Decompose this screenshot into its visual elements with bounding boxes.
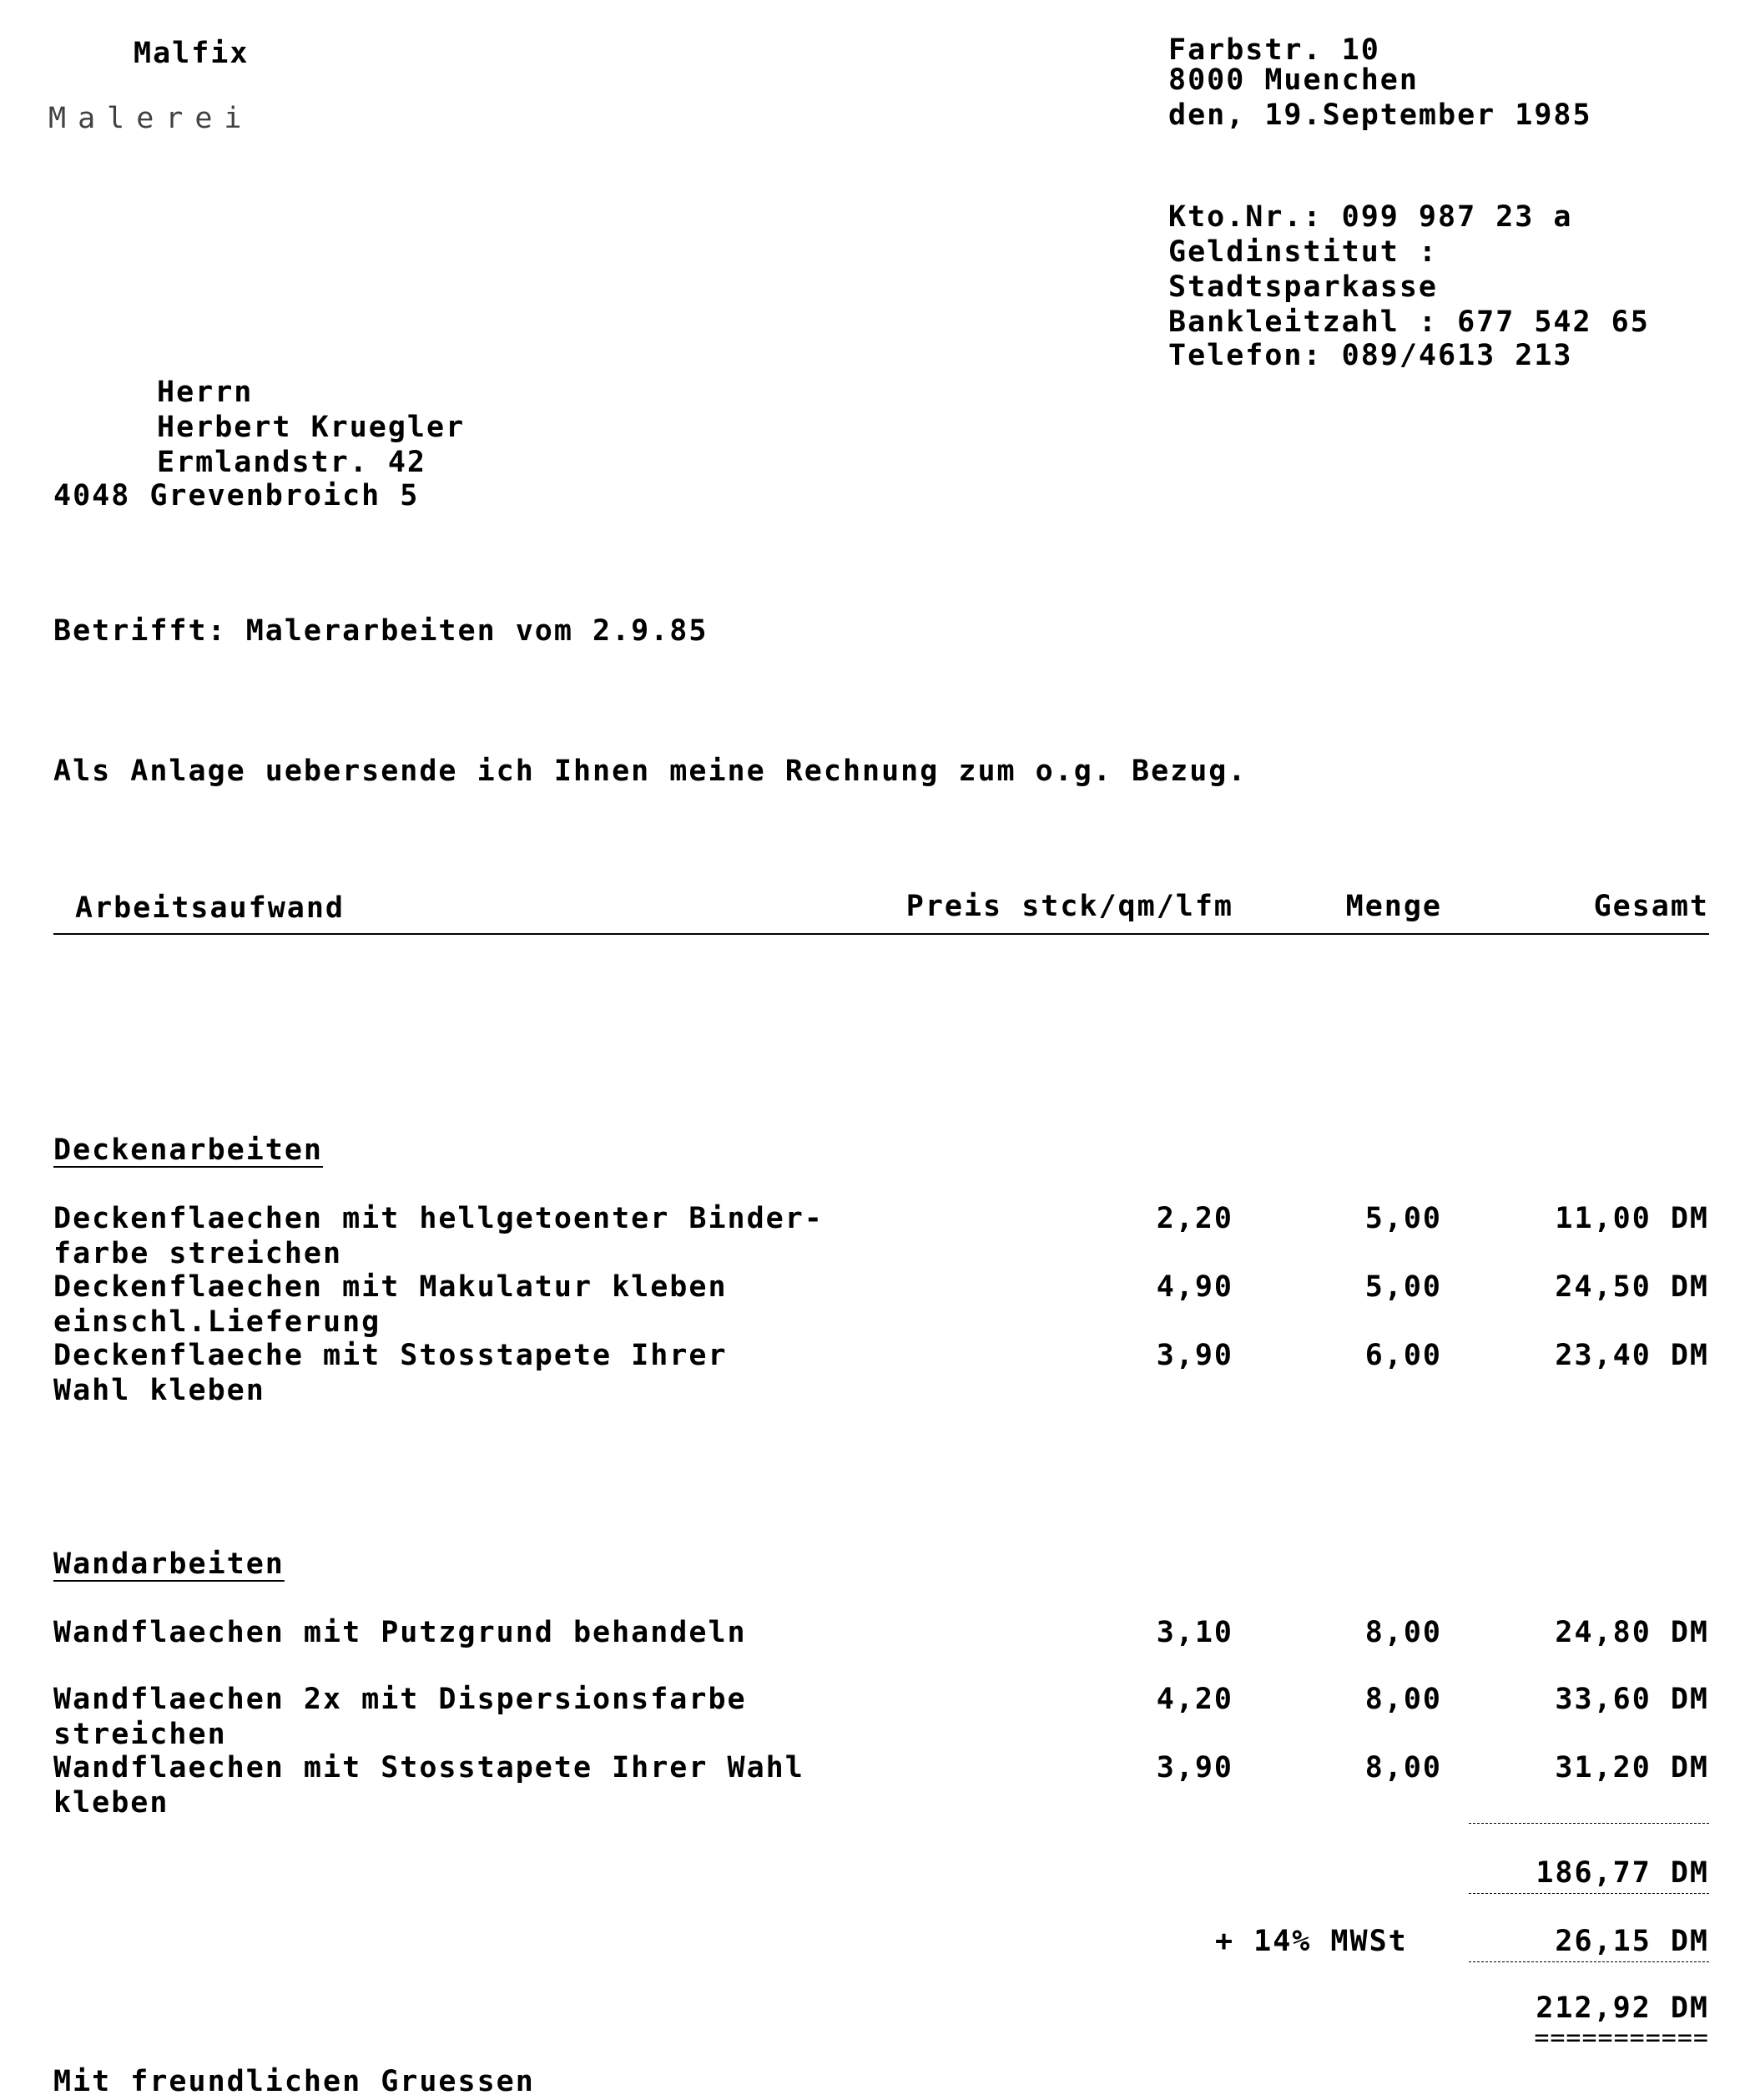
subtotal-amount: 186,77 DM [1536, 1856, 1709, 1890]
header-rule [53, 933, 1709, 935]
header-total: Gesamt [1593, 890, 1709, 923]
total-amount: 212,92 DM [1536, 1991, 1709, 2025]
total-double-rule: =========== [1534, 2023, 1709, 2052]
item-quantity: 8,00 [1364, 1683, 1442, 1716]
item-description: Wandflaechen mit Putzgrund behandeln [53, 1616, 747, 1649]
item-quantity: 6,00 [1364, 1339, 1442, 1372]
header-quantity: Menge [1345, 890, 1442, 923]
recipient-name: Herbert Kruegler [157, 411, 466, 444]
item-price: 4,90 [1156, 1270, 1233, 1304]
bank-institute: Stadtsparkasse [1168, 270, 1439, 304]
item-quantity: 5,00 [1364, 1202, 1442, 1235]
item-description: Wandflaechen 2x mit Dispersionsfarbe [53, 1683, 747, 1716]
recipient-street: Ermlandstr. 42 [157, 446, 427, 479]
item-description: Wandflaechen mit Stosstapete Ihrer Wahl [53, 1751, 804, 1784]
item-price: 3,90 [1156, 1339, 1233, 1372]
recipient-salutation: Herrn [157, 376, 254, 409]
item-price: 2,20 [1156, 1202, 1233, 1235]
item-price: 3,90 [1156, 1751, 1233, 1784]
header-work: Arbeitsaufwand [75, 891, 345, 925]
item-total: 11,00 DM [1555, 1202, 1709, 1235]
item-price: 4,20 [1156, 1683, 1233, 1716]
total-rule [1469, 1961, 1709, 1962]
sender-street: Farbstr. 10 [1168, 33, 1380, 67]
subtotal-rule [1469, 1823, 1709, 1824]
item-description-cont: kleben [53, 1786, 169, 1820]
bank-code: Bankleitzahl : 677 542 65 [1168, 305, 1650, 339]
intro-text: Als Anlage uebersende ich Ihnen meine Rechnung zum o.g. Bezug. [53, 755, 1248, 788]
vat-rule [1469, 1893, 1709, 1894]
subject-line: Betrifft: Malerarbeiten vom 2.9.85 [53, 614, 709, 648]
item-total: 24,80 DM [1555, 1616, 1709, 1649]
recipient-city: 4048 Grevenbroich 5 [53, 479, 420, 512]
section-title-ceiling: Deckenarbeiten [53, 1133, 324, 1167]
closing-line: Mit freundlichen Gruessen [53, 2065, 535, 2098]
header-price: Preis stck/qm/lfm [905, 890, 1233, 923]
bank-account: Kto.Nr.: 099 987 23 a [1168, 200, 1573, 234]
sender-city: 8000 Muenchen [1168, 63, 1419, 97]
vat-label: + 14% MWSt [1215, 1925, 1408, 1958]
item-total: 23,40 DM [1555, 1339, 1709, 1372]
phone-number: Telefon: 089/4613 213 [1168, 339, 1573, 372]
item-price: 3,10 [1156, 1616, 1233, 1649]
item-total: 24,50 DM [1555, 1270, 1709, 1304]
item-description: Deckenflaeche mit Stosstapete Ihrer [53, 1339, 728, 1372]
bank-institute-label: Geldinstitut : [1168, 235, 1439, 269]
item-total: 33,60 DM [1555, 1683, 1709, 1716]
item-quantity: 8,00 [1364, 1751, 1442, 1784]
item-description-cont: einschl.Lieferung [53, 1305, 381, 1339]
item-description-cont: Wahl kleben [53, 1374, 265, 1407]
item-description: Deckenflaechen mit hellgetoenter Binder- [53, 1202, 824, 1235]
item-description: Deckenflaechen mit Makulatur kleben [53, 1270, 728, 1304]
item-total: 31,20 DM [1555, 1751, 1709, 1784]
item-quantity: 5,00 [1364, 1270, 1442, 1304]
letter-date: den, 19.September 1985 [1168, 98, 1592, 132]
section-title-wall: Wandarbeiten [53, 1547, 285, 1581]
company-trade: Malerei [48, 102, 254, 135]
vat-amount: 26,15 DM [1555, 1925, 1709, 1958]
item-description-cont: farbe streichen [53, 1237, 343, 1270]
company-name: Malfix [134, 37, 250, 70]
item-quantity: 8,00 [1364, 1616, 1442, 1649]
item-description-cont: streichen [53, 1718, 227, 1751]
